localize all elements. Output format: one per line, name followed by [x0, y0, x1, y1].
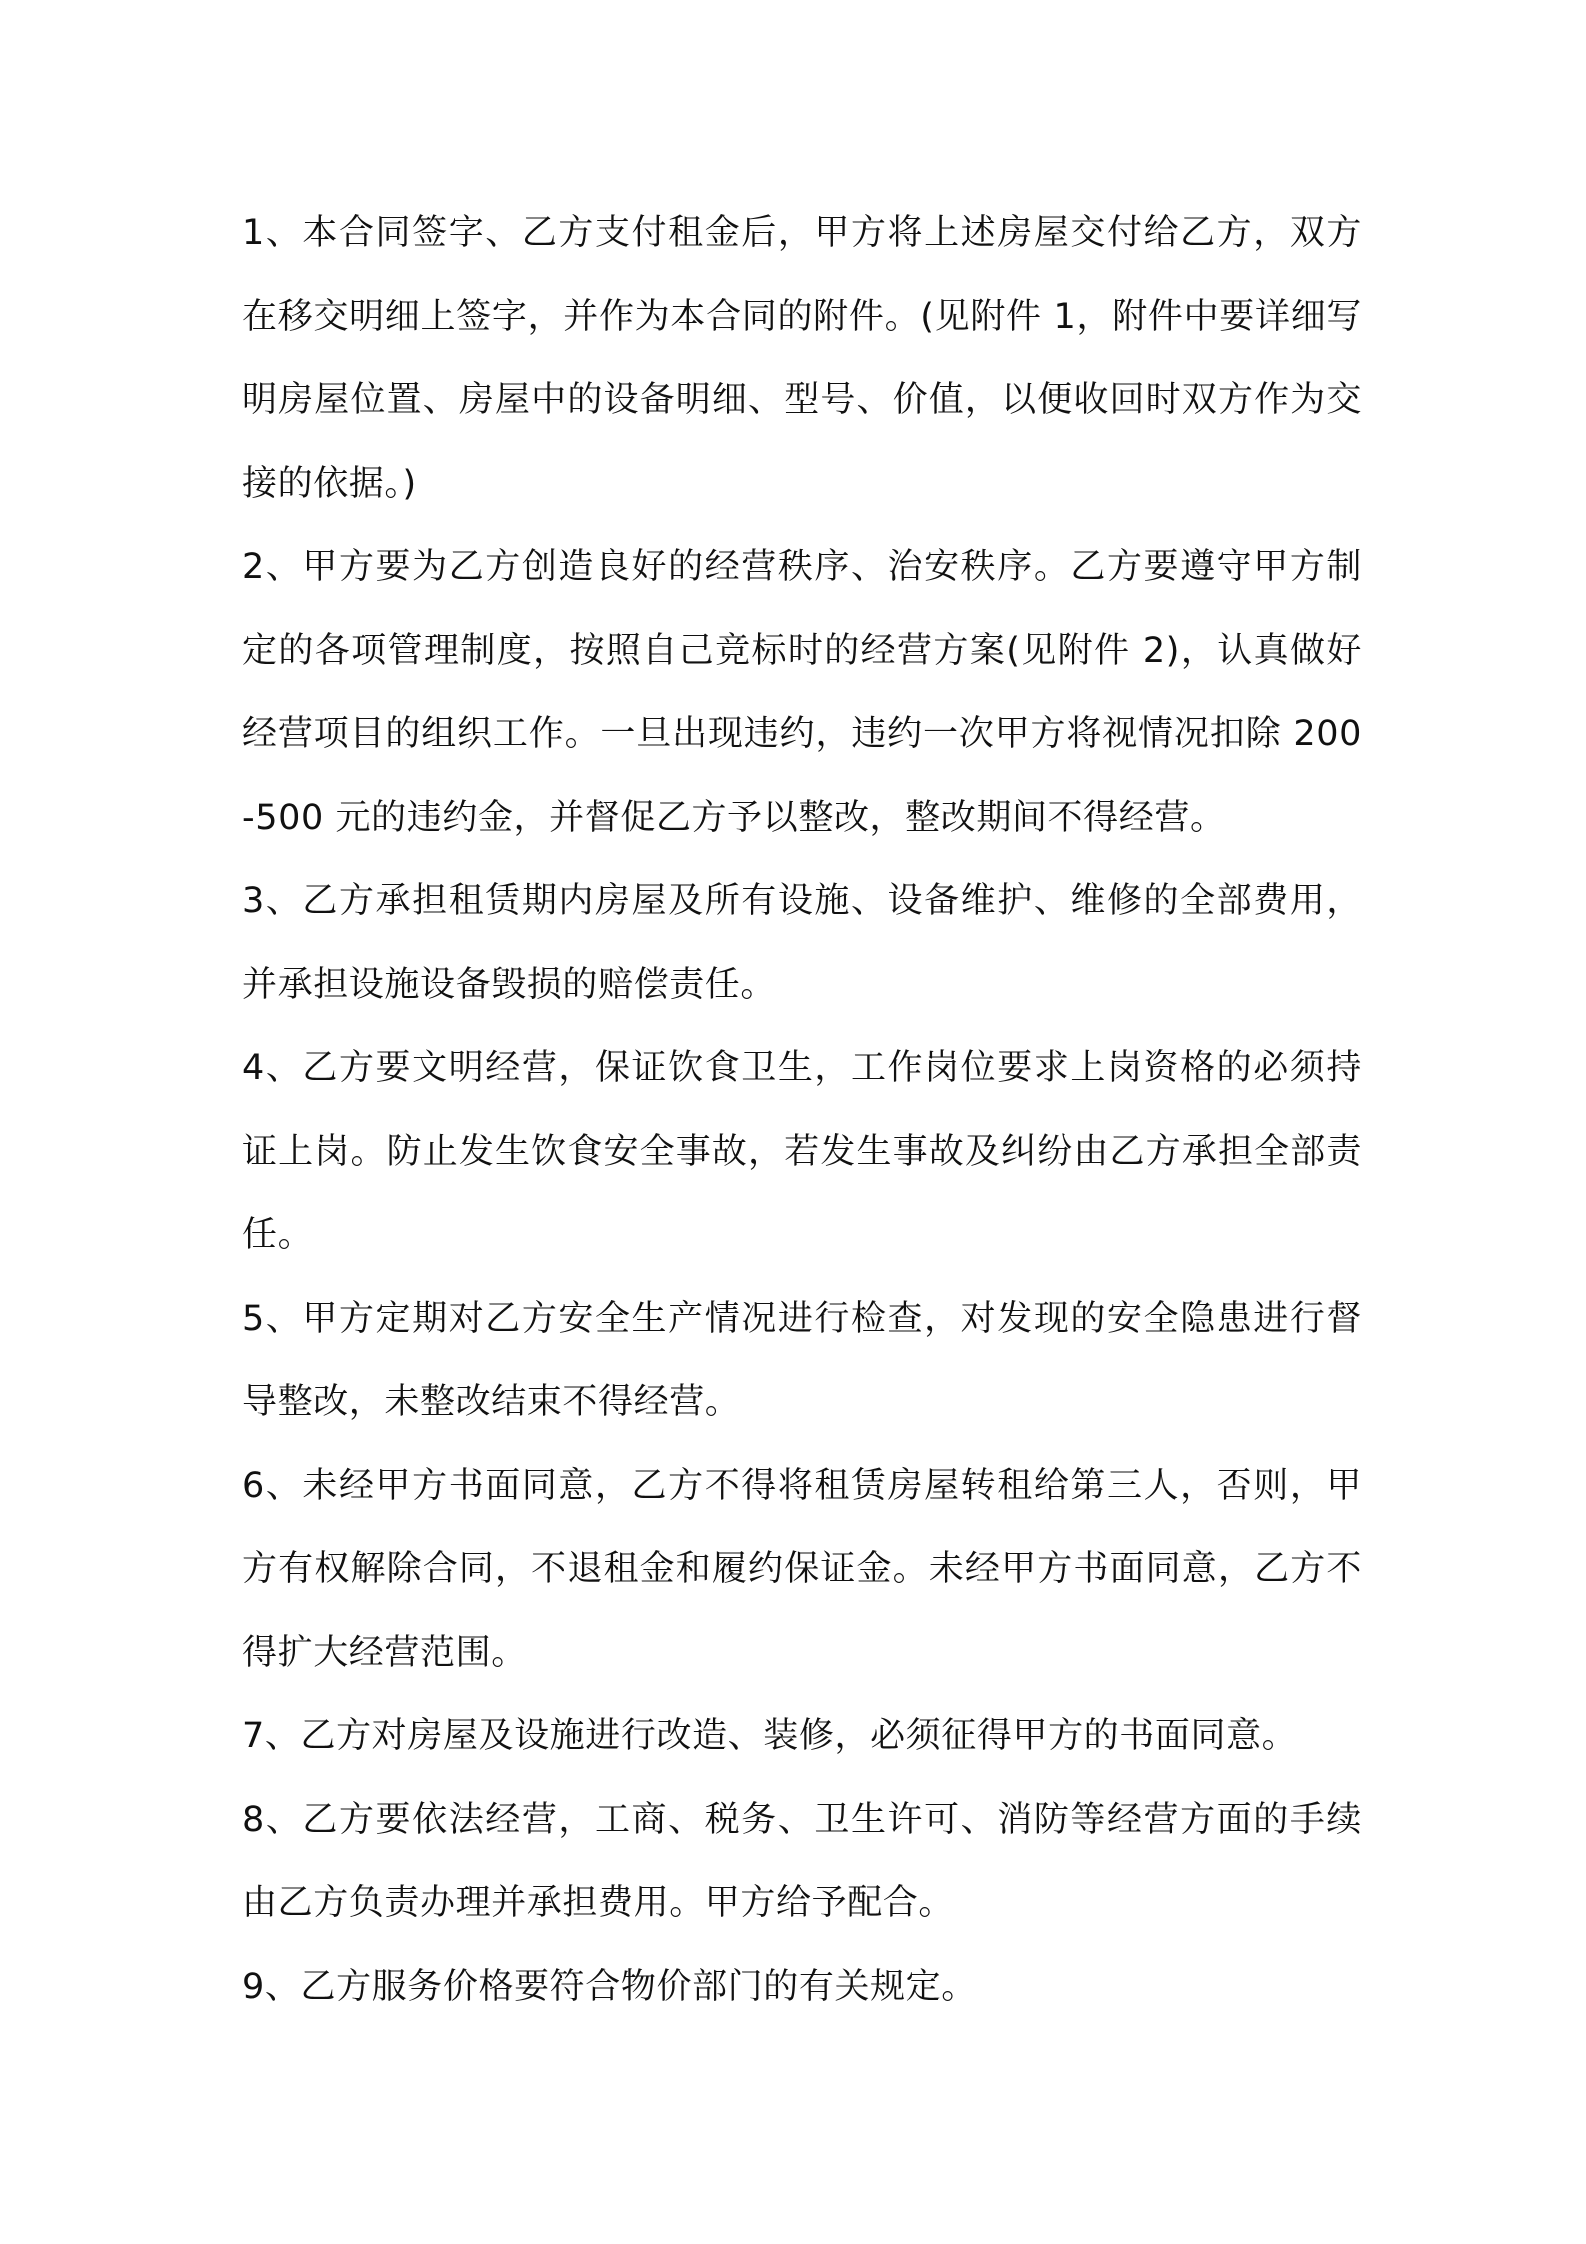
clause-3: 3、乙方承担租赁期内房屋及所有设施、设备维护、维修的全部费用，并承担设施设备毁损的赔偿责任。 — [242, 881, 1362, 1005]
clause-6: 6、未经甲方书面同意，乙方不得将租赁房屋转租给第三人，否则，甲方有权解除合同，不退租金和履约保证金。未经甲方书面同意，乙方不得扩大经营范围。 — [242, 1465, 1362, 1673]
clause-1: 1、本合同签字、乙方支付租金后，甲方将上述房屋交付给乙方，双方在移交明细上签字，并作为本合同的附件。(见附件 1，附件中要详细写明房屋位置、房屋中的设备明细、型号、价值，以便收回时双方作为交接的依据。) — [242, 213, 1362, 504]
clause-5: 5、甲方定期对乙方安全生产情况进行检查，对发现的安全隐患进行督导整改，未整改结束不得经营。 — [242, 1298, 1362, 1422]
clause-8: 8、乙方要依法经营，工商、税务、卫生许可、消防等经营方面的手续由乙方负责办理并承担费用。甲方给予配合。 — [242, 1799, 1362, 1923]
clause-9: 9、乙方服务价格要符合物价部门的有关规定。 — [242, 1966, 977, 2007]
clause-2: 2、甲方要为乙方创造良好的经营秩序、治安秩序。乙方要遵守甲方制定的各项管理制度，按照自己竞标时的经营方案(见附件 2)，认真做好经营项目的组织工作。一旦出现违约，违约一次甲方将视情况扣除 200-500 元的违约金，并督促乙方予以整改，整改期间不得经营。 — [242, 547, 1362, 838]
clause-7: 7、乙方对房屋及设施进行改造、装修，必须征得甲方的书面同意。 — [242, 1716, 1298, 1756]
clause-4: 4、乙方要文明经营，保证饮食卫生，工作岗位要求上岗资格的必须持证上岗。防止发生饮食安全事故，若发生事故及纠纷由乙方承担全部责任。 — [242, 1048, 1362, 1255]
contract-body — [242, 192, 1362, 2029]
